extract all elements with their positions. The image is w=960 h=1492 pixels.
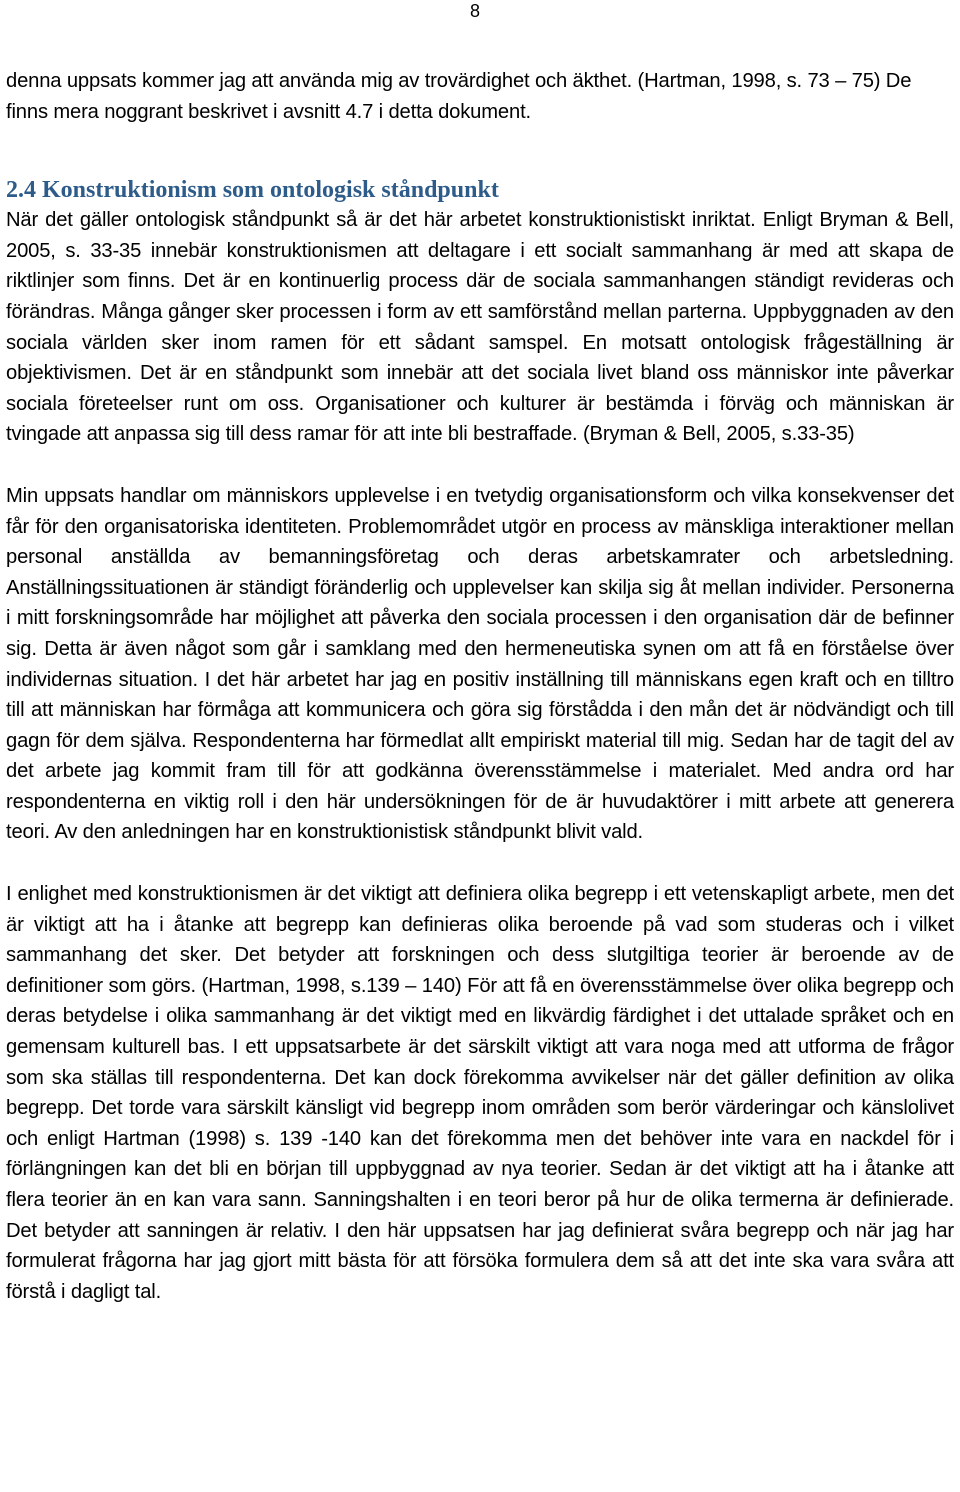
- page-number: 8: [470, 1, 481, 21]
- section-heading: [6, 175, 954, 205]
- section-number: 2.4: [6, 177, 36, 204]
- intro-paragraph: denna uppsats kommer jag att använda mig av trovärdighet och äkthet. (Hartman, 1998, s. 73 – 75) De finns mera noggrant beskrivet i avsnitt 4.7 i detta dokument.: [6, 70, 912, 123]
- paragraph-thesis-topic: Min uppsats handlar om människors upplevelse i en tvetydig organisationsform och vilka konsekvenser det får för den organisatoriska identiteten. Problemområdet utgör en process av mänskliga interaktioner mellan personal anställda av bemanningsföretag och deras arbetskamrater och arbetsledning. Anställningssituationen är ständigt föränderlig och upplevelser kan skilja sig åt mellan individer. Personerna i mitt forskningsområde har möjlighet att påverka den sociala processen i den organisation där de befinner sig. Detta är även något som går i samklang med den hermeneutiska synen om att få en förståelse över individernas situation. I det här arbetet har jag en positiv inställning till människans egen kraft och en tilltro till att människan har förmåga att kommunicera och göra sig förstådda i den mån det är nödvändigt och till gagn för dem själva. Respondenterna har förmedlat allt empiriskt material till mig. Sedan har de tagit del av det arbete jag kommit fram till för att godkänna överensstämmelse i materialet. Med andra ord har respondenterna en viktig roll i den här undersökningen för de är huvudaktörer i mitt arbete att generera teori. Av den anledningen har en konstruktionistisk ståndpunkt blivit vald.: [6, 484, 954, 844]
- document-body: [6, 66, 954, 1307]
- paragraph-ontology: När det gäller ontologisk ståndpunkt så är det här arbetet konstruktionistiskt inriktat. Enligt Bryman & Bell, 2005, s. 33-35 innebär konstruktionismen att deltagare i ett socialt sammanhang är med att skapa de riktlinjer som finns. Det är en kontinuerlig process där de sociala sammanhangen ständigt revideras och förändras. Många gånger sker processen i form av ett samförstånd mellan parterna. Uppbyggnaden av den sociala världen sker inom ramen för ett sådant samspel. En motsatt ontologisk frågeställning är objektivismen. Det är en ståndpunkt som innebär att det sociala livet bland oss människor inte påverkar sociala företeelser runt om oss. Organisationer och kulturer är bestämda i förväg och människan är tvingade att anpassa sig till dess ramar för att inte bli bestraffade. (Bryman & Bell, 2005, s.33-35): [6, 209, 954, 446]
- section-title: Konstruktionism som ontologisk ståndpunkt: [42, 177, 499, 204]
- paragraph-definitions: I enlighet med konstruktionismen är det viktigt att definiera olika begrepp i ett vetenskapligt arbete, men det är viktigt att ha i åtanke att begrepp kan definieras olika beroende på vad som studeras och i vilket sammanhang det sker. Det betyder att forskningen och dess slutgiltiga teorier är beroende av de definitioner som görs. (Hartman, 1998, s.139 – 140) För att få en överensstämmelse över olika begrepp och deras betydelse i olika sammanhang är det viktigt med en likvärdig färdighet i det uttalade språket och en gemensam kulturell bas. I ett uppsatsarbete är det särskilt viktigt att vara noga med att utforma de frågor som ska ställas till respondenterna. Det kan dock förekomma avvikelser när det gäller definition av olika begrepp. Det torde vara särskilt känsligt vid begrepp inom områden som berör värderingar och känslolivet och enligt Hartman (1998) s. 139 -140 kan det förekomma men det behöver inte vara en nackdel för i förlängningen kan det bli en början till uppbyggnad av nya teorier. Sedan är det viktigt att ha i åtanke att flera teorier än en kan vara sann. Sanningshalten i en teori beror på hur de olika termerna är definierade. Det betyder att sanningen är relativ. I den här uppsatsen har jag definierat svåra begrepp och när jag har formulerat frågorna har jag gjort mitt bästa för att försöka formulera dem så att det inte ska vara svåra att förstå i dagligt tal.: [6, 883, 954, 1303]
